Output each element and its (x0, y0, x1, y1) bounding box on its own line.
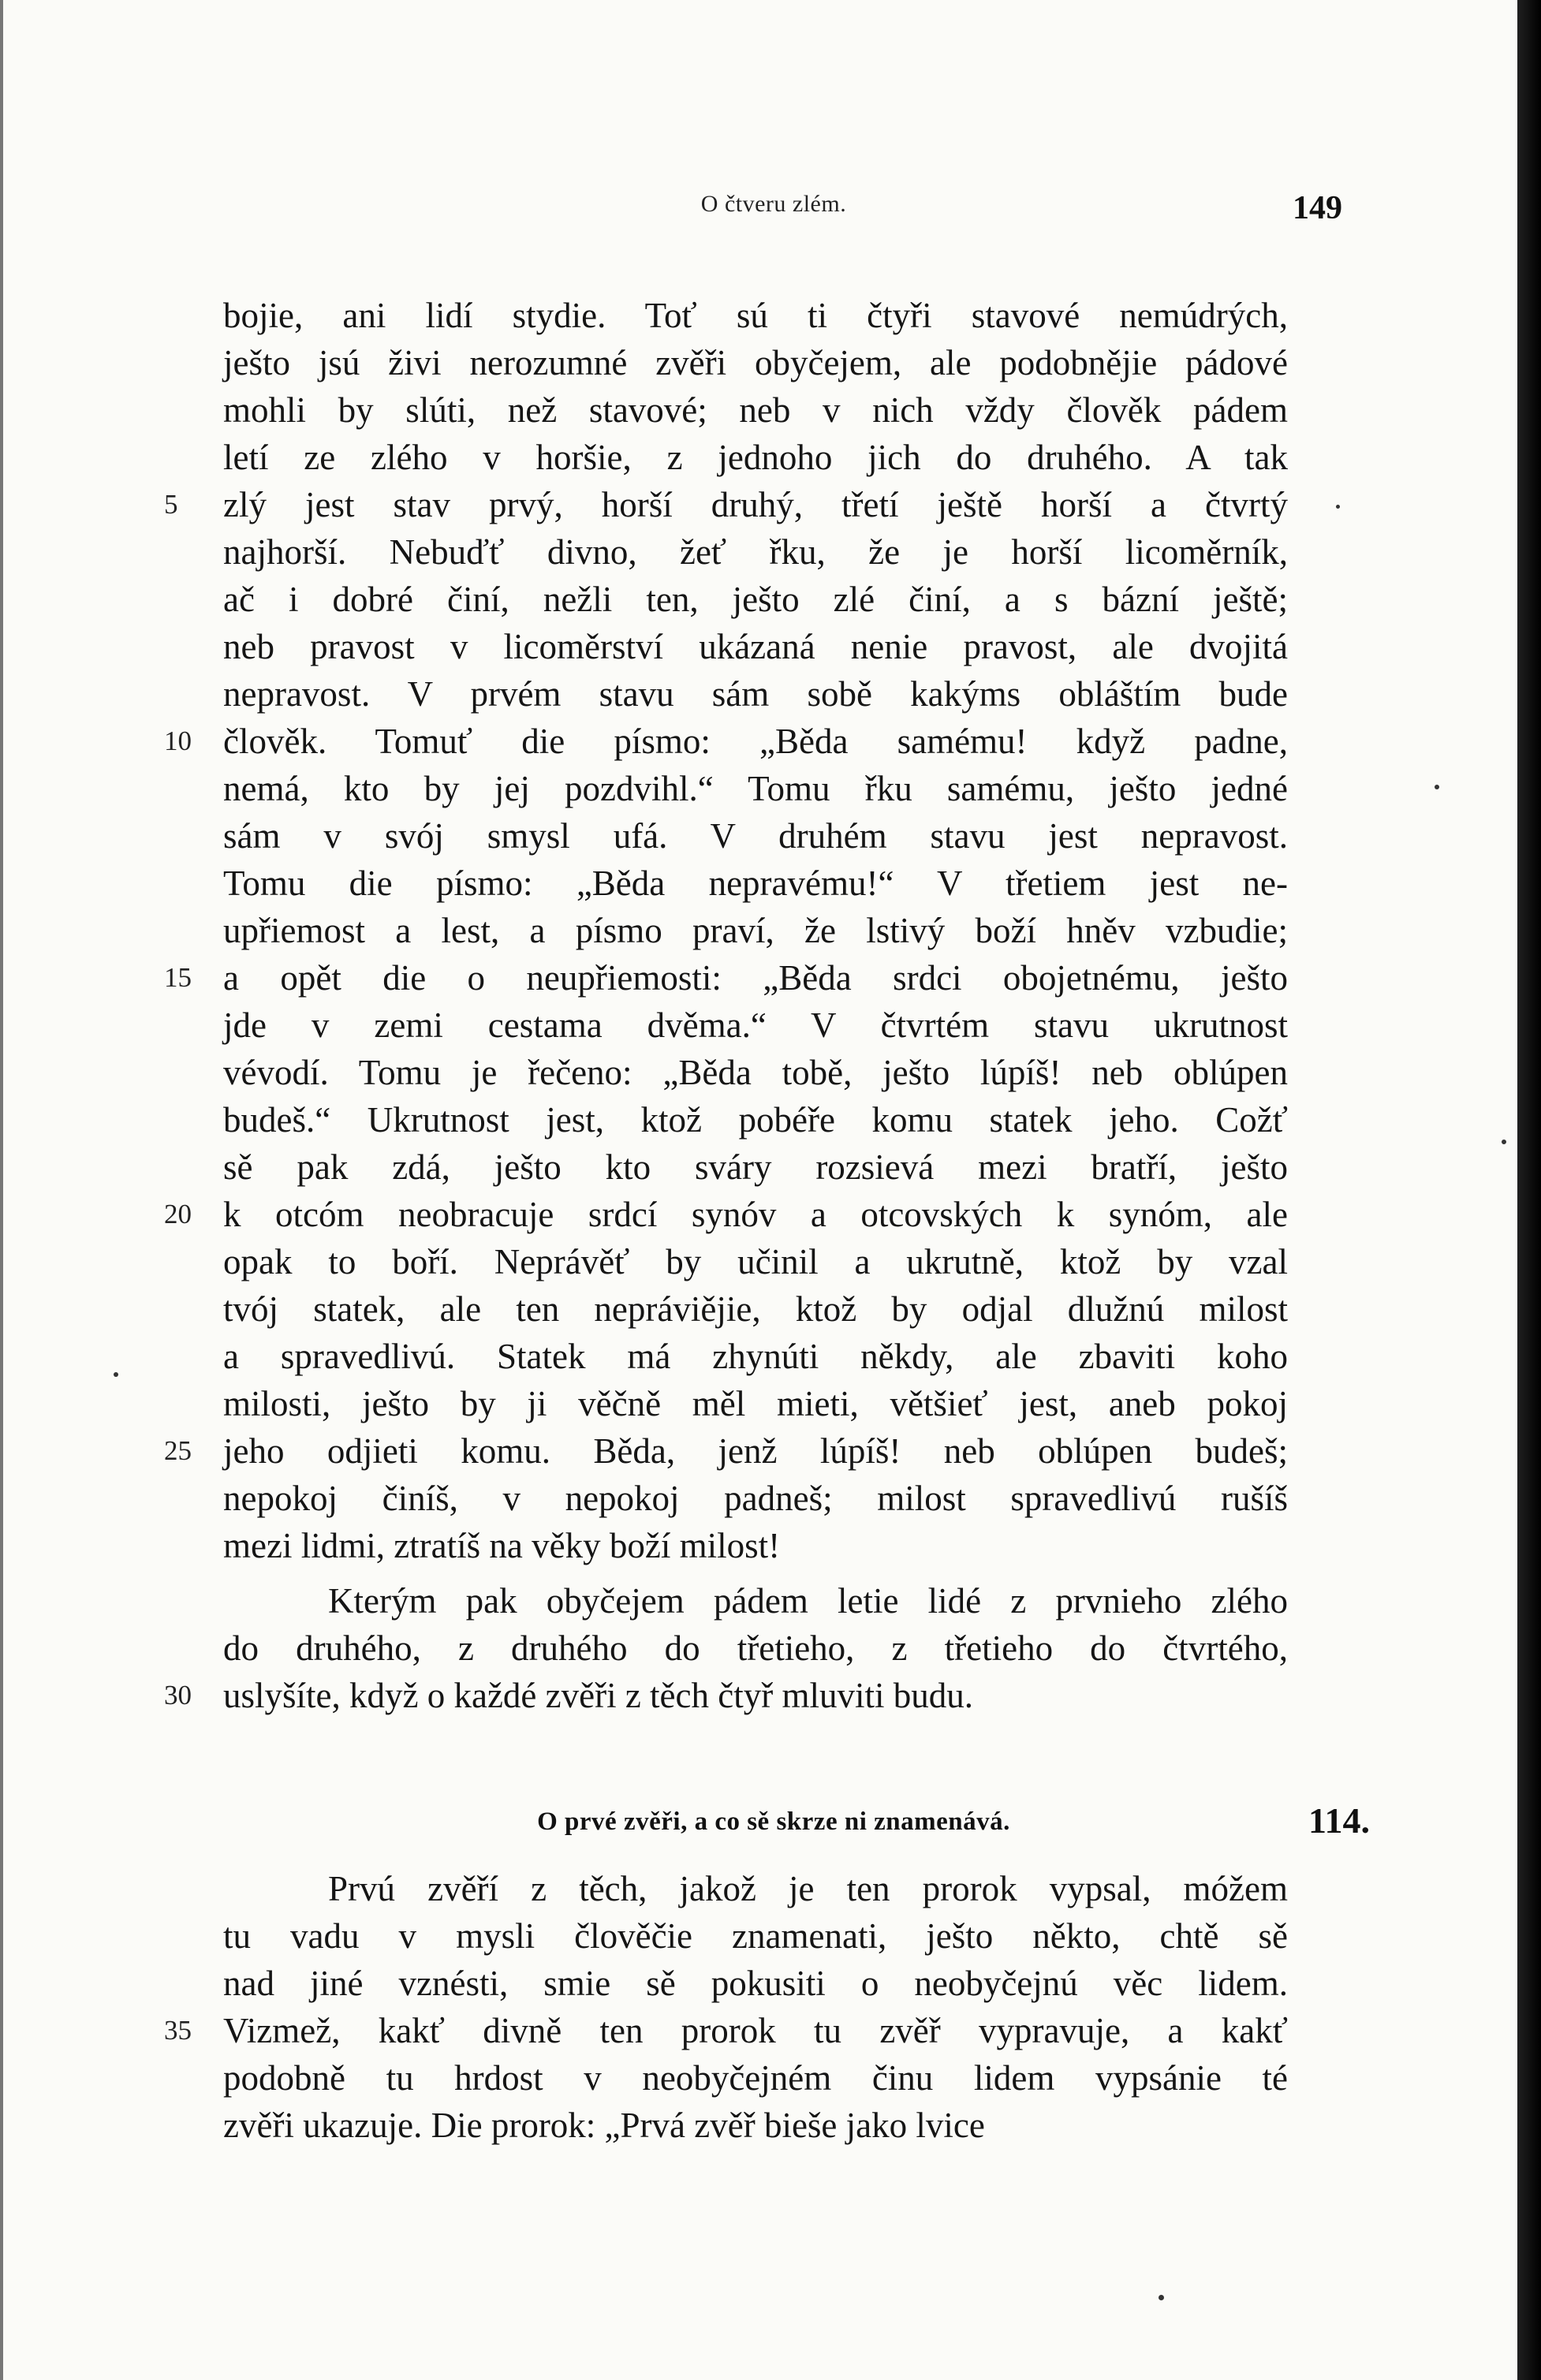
line-text: podobně tu hrdost v neobyčejném činu lidem vypsánie té (223, 2058, 1288, 2098)
line-text: zvěři ukazuje. Die prorok: „Prvá zvěř bieše jako lvice (223, 2106, 985, 2145)
section-number: 114. (1308, 1800, 1370, 1841)
text-line (223, 292, 1288, 339)
text-line (164, 1672, 1288, 1719)
ink-speck (1159, 2295, 1164, 2300)
line-text: nemá, kto by jej pozdvihl.“ Tomu řku samému, ješto jedné (223, 769, 1288, 808)
scan-edge (1517, 0, 1541, 2380)
line-text: uslyšíte, když o každé zvěři z těch čtyř mluviti budu. (223, 1676, 973, 1715)
line-text: ač i dobré činí, nežli ten, ješto zlé činí, a s bázní ještě; (223, 580, 1288, 619)
ink-speck (114, 1372, 118, 1377)
paragraph-1 (164, 292, 1288, 1569)
line-text: jeho odjieti komu. Běda, jenž lúpíš! neb oblúpen budeš; (223, 1431, 1288, 1471)
text-line (223, 860, 1288, 907)
text-line (223, 434, 1288, 481)
text-line (164, 481, 1288, 528)
line-text: sě pak zdá, ješto kto sváry rozsievá mezi bratří, ješto (223, 1147, 1288, 1187)
text-line (223, 1002, 1288, 1049)
line-text: tu vadu v mysli člověčie znamenati, ješto někto, chtě sě (223, 1916, 1288, 1956)
line-text: mezi lidmi, ztratíš na věky boží milost! (223, 1526, 781, 1565)
text-line (223, 1285, 1288, 1333)
line-number: 15 (164, 962, 192, 993)
line-text: Kterým pak obyčejem pádem letie lidé z prvnieho zlého (328, 1581, 1288, 1621)
text-line (223, 2102, 1288, 2149)
line-text: najhorší. Nebuďť divno, žeť řku, že je horší licoměrník, (223, 532, 1288, 572)
text-line (223, 1380, 1288, 1427)
line-text: jde v zemi cestama dvěma.“ V čtvrtém stavu ukrutnost (223, 1005, 1288, 1045)
line-text: milosti, ješto by ji věčně měl mieti, většieť jest, aneb pokoj (223, 1384, 1288, 1423)
ink-speck (1336, 505, 1340, 509)
line-text: letí ze zlého v horšie, z jednoho jich do druhého. A tak (223, 438, 1288, 477)
text-line (223, 1475, 1288, 1522)
line-number: 10 (164, 726, 192, 756)
line-text: a opět die o neupřiemosti: „Běda srdci obojetnému, ješto (223, 958, 1288, 998)
text-line (223, 339, 1288, 386)
line-number: 20 (164, 1199, 192, 1229)
line-text: neb pravost v licoměrství ukázaná nenie pravost, ale dvojitá (223, 627, 1288, 666)
running-title: O čtveru zlém. (700, 191, 847, 217)
line-text: upřiemost a lest, a písmo praví, že lstivý boží hněv vzbudie; (223, 911, 1288, 950)
paragraph-3 (164, 1865, 1288, 2149)
line-text: nad jiné vznésti, smie sě pokusiti o neobyčejnú věc lidem. (223, 1964, 1288, 2003)
line-number: 30 (164, 1680, 192, 1710)
text-line (223, 1143, 1288, 1191)
line-number: 5 (164, 489, 178, 520)
line-text: k otcóm neobracuje srdcí synóv a otcovských k synóm, ale (223, 1195, 1288, 1234)
text-line (223, 1049, 1288, 1096)
paragraph-2 (164, 1577, 1288, 1719)
line-text: člověk. Tomuť die písmo: „Běda samému! když padne, (223, 722, 1288, 761)
line-text: bojie, ani lidí stydie. Toť sú ti čtyři stavové nemúdrých, (223, 296, 1288, 335)
line-text: opak to boří. Neprávěť by učinil a ukrutně, ktož by vzal (223, 1242, 1288, 1281)
line-text: a spravedlivú. Statek má zhynúti někdy, ale zbaviti koho (223, 1337, 1288, 1376)
text-line (223, 2054, 1288, 2102)
text-line (164, 1191, 1288, 1238)
text-line (164, 1427, 1288, 1475)
text-line (223, 1238, 1288, 1285)
text-line (223, 386, 1288, 434)
text-line (223, 623, 1288, 670)
line-text: zlý jest stav prvý, horší druhý, třetí ještě horší a čtvrtý (223, 485, 1288, 524)
page-number: 149 (1293, 190, 1342, 226)
line-text: budeš.“ Ukrutnost jest, ktož pobéře komu statek jeho. Cožť (223, 1100, 1288, 1140)
text-line (223, 528, 1288, 576)
ink-speck (1435, 785, 1439, 789)
text-line (223, 907, 1288, 954)
text-line (223, 1625, 1288, 1672)
line-text: sám v svój smysl ufá. V druhém stavu jest nepravost. (223, 816, 1288, 856)
line-text: nepravost. V prvém stavu sám sobě kakýms obláštím bude (223, 674, 1288, 714)
text-line (223, 1960, 1288, 2007)
line-number: 25 (164, 1435, 192, 1466)
text-line (223, 1522, 1288, 1569)
text-line (223, 1333, 1288, 1380)
text-line (223, 1096, 1288, 1143)
line-text: mohli by slúti, než stavové; neb v nich vždy člověk pádem (223, 390, 1288, 430)
text-line (223, 1912, 1288, 1960)
line-text: do druhého, z druhého do třetieho, z třetieho do čtvrtého, (223, 1628, 1288, 1668)
line-text: Vizmež, kakť divně ten prorok tu zvěř vypravuje, a kakť (223, 2011, 1288, 2050)
line-text: Prvú zvěří z těch, jakož je ten prorok vypsal, móžem (328, 1869, 1288, 1908)
text-line (223, 1577, 1288, 1625)
text-line (164, 2007, 1288, 2054)
text-line (164, 718, 1288, 765)
text-line (223, 670, 1288, 718)
text-line (223, 1865, 1288, 1912)
section-heading: O prvé zvěři, a co sě skrze ni znamenává. (537, 1807, 1010, 1836)
text-line (223, 576, 1288, 623)
text-line (223, 812, 1288, 860)
line-text: tvój statek, ale ten nepráviějie, ktož by odjal dlužnú milost (223, 1289, 1288, 1329)
line-text: Tomu die písmo: „Běda nepravému!“ V třetiem jest ne- (223, 864, 1288, 903)
line-number: 35 (164, 2015, 192, 2046)
ink-speck (1502, 1140, 1506, 1144)
text-line (164, 954, 1288, 1002)
text-line (223, 765, 1288, 812)
line-text: ješto jsú živi nerozumné zvěři obyčejem, ale podobnějie pádové (223, 343, 1288, 382)
line-text: vévodí. Tomu je řečeno: „Běda tobě, ješto lúpíš! neb oblúpen (223, 1053, 1288, 1092)
line-text: nepokoj činíš, v nepokoj padneš; milost spravedlivú rušíš (223, 1479, 1288, 1518)
